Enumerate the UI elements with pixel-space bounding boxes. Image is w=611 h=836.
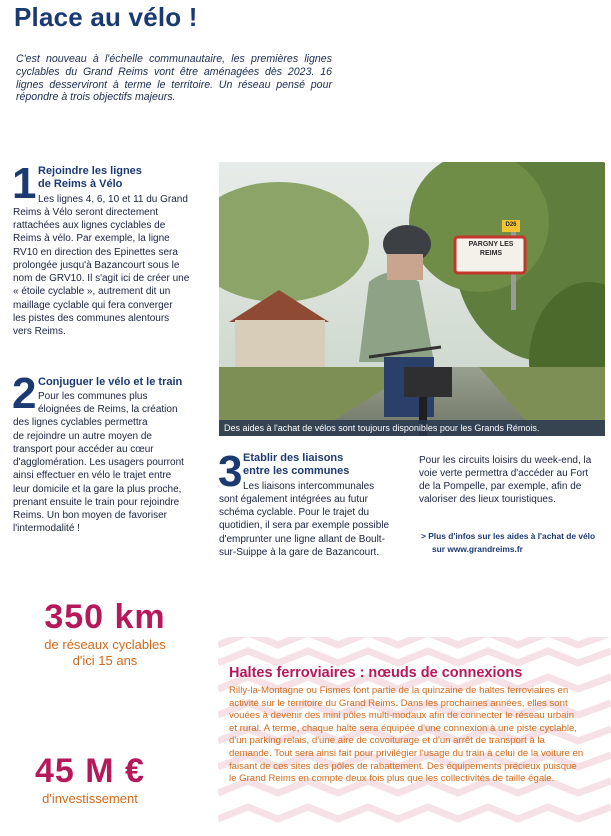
- section-2-line-5: d'agglomération. Les usagers pourront: [13, 457, 184, 468]
- section-1-title-line1: Rejoindre les lignes: [38, 165, 142, 177]
- section-1-line-2: rattachées aux lignes cyclables de: [13, 220, 166, 231]
- more-info-link-url[interactable]: sur www.grandreims.fr: [432, 544, 523, 554]
- section-2-line-7: leur domicile et la gare la plus proche,: [13, 484, 182, 495]
- stat-investment: [0, 752, 180, 807]
- section-1-line-0: Les lignes 4, 6, 10 et 11 du Grand: [38, 194, 188, 205]
- haltes-line-5: demande. Tout sera ainsi fait pour privilégier l'usage du train à celui de la voiture en: [229, 747, 584, 759]
- stat-label-line1: d'investissement: [42, 791, 138, 806]
- section-2-line-8: prenant ensuite le train pour rejoindre: [13, 497, 180, 508]
- haltes-line-0: Rilly-la-Montagne ou Fismes font partie de la quinzaine de haltes ferroviaires en: [229, 685, 569, 696]
- leisure-line-2: de la Pompelle, par exemple, afin de: [419, 481, 582, 492]
- haltes-line-2: vouées à devenir des mini pôles multi-modaux afin de connecter le réseau urbain: [229, 710, 575, 722]
- haltes-paragraph: [229, 685, 606, 786]
- haltes-box: [218, 637, 611, 836]
- leisure-line-0: Pour les circuits loisirs du week-end, la: [419, 455, 592, 466]
- section-2-line-1: éloignées de Reims, la création: [38, 404, 178, 415]
- section-3-number: 3: [218, 447, 243, 496]
- road-sign-text: PARGNY LES REIMS: [468, 241, 514, 257]
- stat-value: 45 M €: [35, 752, 145, 790]
- stat-label-line1: de réseaux cyclables: [44, 637, 166, 652]
- section-1-line-8: maillage cyclable qui fera converger: [13, 300, 173, 311]
- section-1-title-line2: de Reims à Vélo: [38, 178, 123, 190]
- section-2-line-10: l'intermodalité !: [13, 523, 80, 534]
- section-1-number: 1: [12, 159, 37, 208]
- haltes-line-4: d'un parking relais, d'une aire de covoiturage et d'un arrêt de transport à la: [229, 735, 545, 747]
- stat-value: 350 km: [44, 598, 166, 636]
- section-2-line-2: des lignes cyclables permettra: [13, 417, 148, 428]
- haltes-line-3: et rural. A terme, chaque halte sera équipée d'une connexion à une piste cyclable,: [229, 722, 577, 734]
- section-2-number: 2: [12, 369, 37, 418]
- section-2-title: Conjuguer le vélo et le train: [38, 376, 183, 388]
- stat-label-line2: d'ici 15 ans: [72, 653, 138, 668]
- leisure-line-3: valoriser des lieux touristiques.: [419, 494, 556, 505]
- section-2-line-3: de rejoindre un autre moyen de: [13, 431, 152, 442]
- intro-paragraph: C'est nouveau à l'échelle communautaire, les premières lignes cyclables du Grand Reims vont être aménagées dès 2023. 16 lignes desserviront à terme le territoire. Un réseau pensé pour répondre à trois objectifs majeurs.: [16, 53, 332, 104]
- section-3-title-line1: Etablir des liaisons: [243, 452, 344, 464]
- page-title: Place au vélo !: [14, 2, 198, 32]
- section-3-line-1: sont également intégrées au futur: [219, 494, 368, 505]
- section-3-line-3: quotidien, il sera par exemple possible: [219, 520, 390, 531]
- haltes-line-7: le Grand Reims en compte deux fois plus que les collectivités de taille égale.: [229, 773, 555, 785]
- section-1-line-6: nom de GRV10. Il s'agit ici de créer une: [13, 273, 190, 284]
- section-3-title-line2: entre les communes: [243, 465, 350, 477]
- cyclist-photo: [219, 162, 605, 436]
- haltes-line-6: faisant de ces sites des pôles de rabattement. Des équipements précieux puisque: [229, 760, 577, 772]
- haltes-line-1: activité sur le territoire du Grand Reims. Dans les prochaines années, elles sont: [229, 697, 568, 709]
- section-3-line-0: Les liaisons intercommunales: [243, 481, 375, 492]
- section-2-line-9: Reims. Un bon moyen de favoriser: [13, 510, 167, 521]
- section-3-line-4: d'emprunter une ligne allant de Boult-: [219, 534, 385, 545]
- section-2-line-4: transport pour accéder au cœur: [13, 444, 154, 455]
- section-1-line-3: Reims à vélo. Par exemple, la ligne: [13, 233, 170, 244]
- section-3-line-2: schéma cyclable. Pour le trajet du: [219, 507, 370, 518]
- road-sign-number: D26: [505, 222, 517, 228]
- section-1-line-5: prolongée jusqu'à Bazancourt sous le: [13, 260, 180, 271]
- haltes-title: Haltes ferroviaires : nœuds de connexions: [229, 665, 523, 681]
- section-1-line-4: RV10 en direction des Epinettes sera: [13, 247, 178, 258]
- leisure-line-1: voie verte permettra d'accéder au Fort: [419, 468, 589, 479]
- section-1-line-10: vers Reims.: [13, 326, 66, 337]
- more-info-link[interactable]: > Plus d'infos sur les aides à l'achat de vélo: [421, 531, 596, 541]
- cyclist-illustration: [219, 162, 605, 436]
- section-1-line-1: Reims à Vélo seront directement: [13, 207, 159, 218]
- section-1-line-7: « étoile cyclable », autrement dit un: [13, 286, 171, 297]
- section-1-line-9: les pistes des communes alentours: [13, 313, 170, 324]
- section-3-line-5: sur-Suippe à la gare de Bazancourt.: [219, 547, 380, 558]
- section-2-line-6: ainsi effectuer en vélo le trajet entre: [13, 470, 172, 481]
- photo-caption: Des aides à l'achat de vélos sont toujours disponibles pour les Grands Rémois.: [219, 420, 605, 436]
- section-2-line-0: Pour les communes plus: [38, 391, 148, 402]
- stat-network-length: [0, 598, 210, 669]
